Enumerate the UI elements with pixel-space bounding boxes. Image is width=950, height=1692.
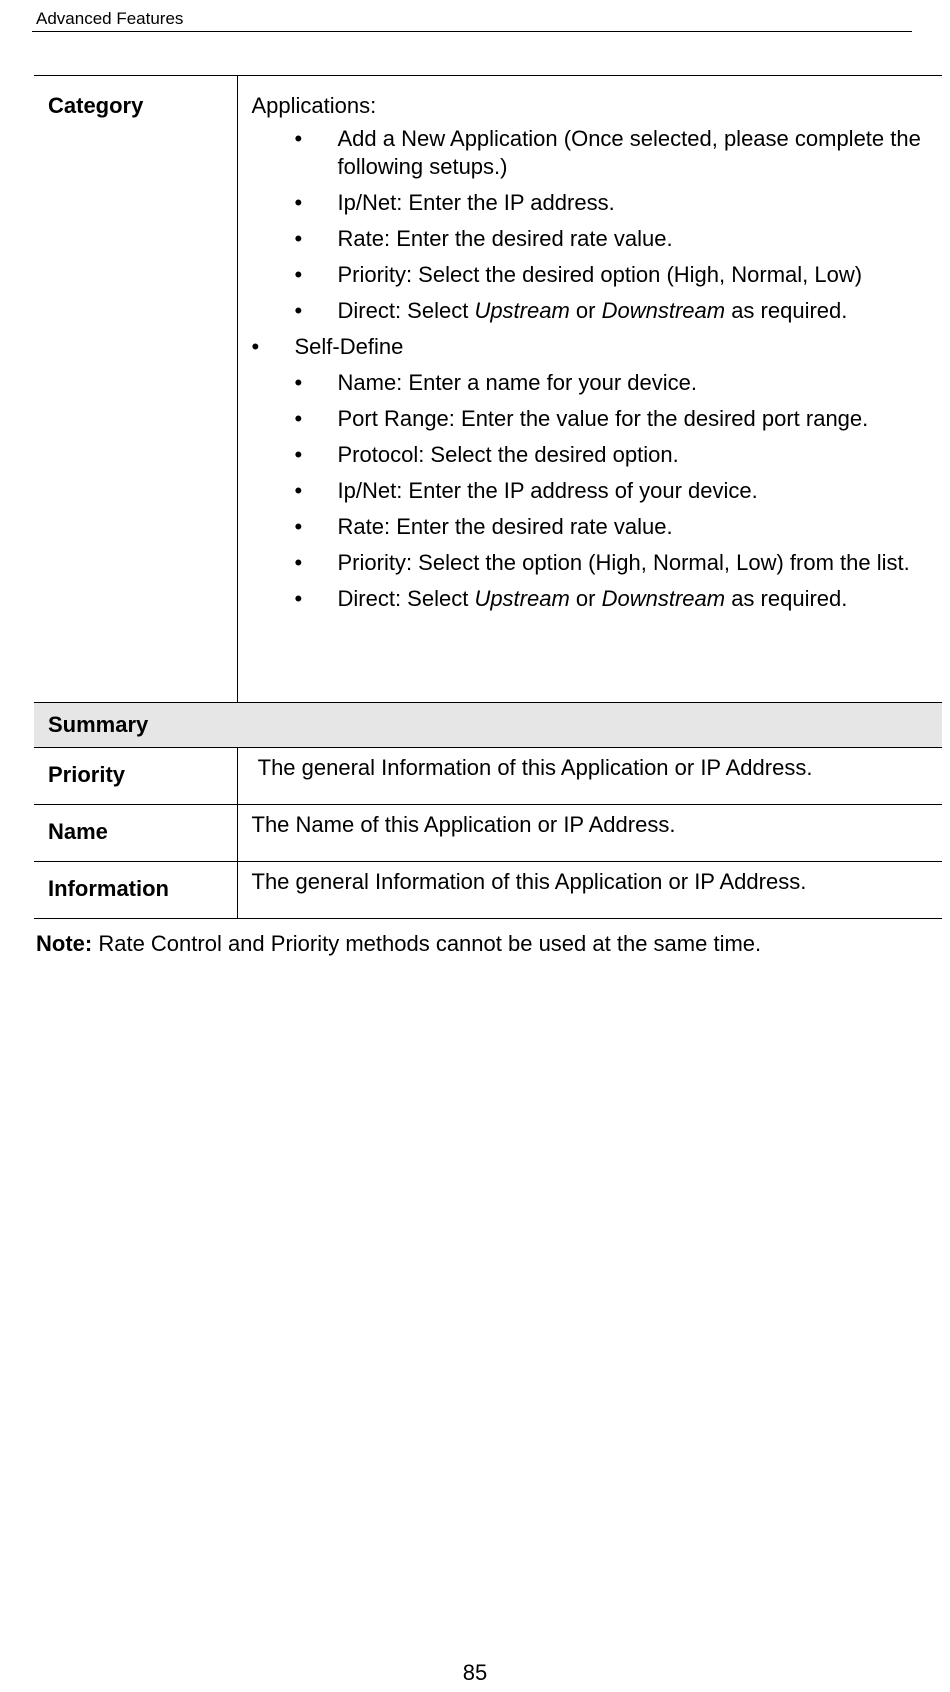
row-value: The general Information of this Application or IP Address. [237,862,942,919]
direct-suffix: as required. [725,298,848,323]
note-text: Rate Control and Priority methods cannot be used at the same time. [92,931,762,956]
self-define-list [252,333,943,361]
direct-prefix: Direct: Select [337,586,475,611]
table-row [34,748,942,805]
summary-heading: Summary [34,703,942,748]
row-label: Name [34,805,237,862]
settings-table [34,75,942,919]
direct-suffix: as required. [725,586,848,611]
list-item: • Priority: Select the option (High, Normal, Low) from the list. [252,549,943,577]
header-rule [32,31,912,32]
list-item: • Port Range: Enter the value for the desired port range. [252,405,943,433]
running-header: Advanced Features [36,9,184,28]
list-item: • Rate: Enter the desired rate value. [252,225,943,253]
row-label: Information [34,862,237,919]
note-label: Note: [36,931,93,956]
row-value: The Name of this Application or IP Address. [237,805,942,862]
row-label: Priority [34,748,237,805]
page-number: 85 [462,1660,488,1685]
applications-heading: Applications: [251,93,377,118]
table-row-summary [34,703,942,748]
row-value [237,748,942,805]
category-description [237,76,942,703]
table-row [34,862,942,919]
table-row [34,805,942,862]
note [36,931,761,957]
direct-upstream: Upstream [474,586,570,611]
table-row-category [34,76,942,703]
row-value-text: The general Information of this Application or IP Address. [257,755,813,780]
direct-downstream: Downstream [601,586,726,611]
list-item: • Rate: Enter the desired rate value. [252,513,943,541]
self-define-item: • Self-Define [252,333,943,361]
list-item: • Add a New Application (Once selected, please complete the following setups.) [252,125,943,181]
list-item: • Ip/Net: Enter the IP address of your device. [252,477,943,505]
direct-or: or [569,298,602,323]
list-item [252,585,943,613]
list-item: • Protocol: Select the desired option. [252,441,943,469]
category-label: Category [34,76,237,703]
direct-downstream: Downstream [601,298,726,323]
list-item [252,297,943,325]
self-define-sublist [252,369,943,613]
list-item: • Priority: Select the desired option (High, Normal, Low) [252,261,943,289]
list-item: • Ip/Net: Enter the IP address. [252,189,943,217]
direct-prefix: Direct: Select [337,298,475,323]
list-item: • Name: Enter a name for your device. [252,369,943,397]
direct-or: or [569,586,602,611]
direct-upstream: Upstream [474,298,570,323]
applications-list [252,125,943,325]
